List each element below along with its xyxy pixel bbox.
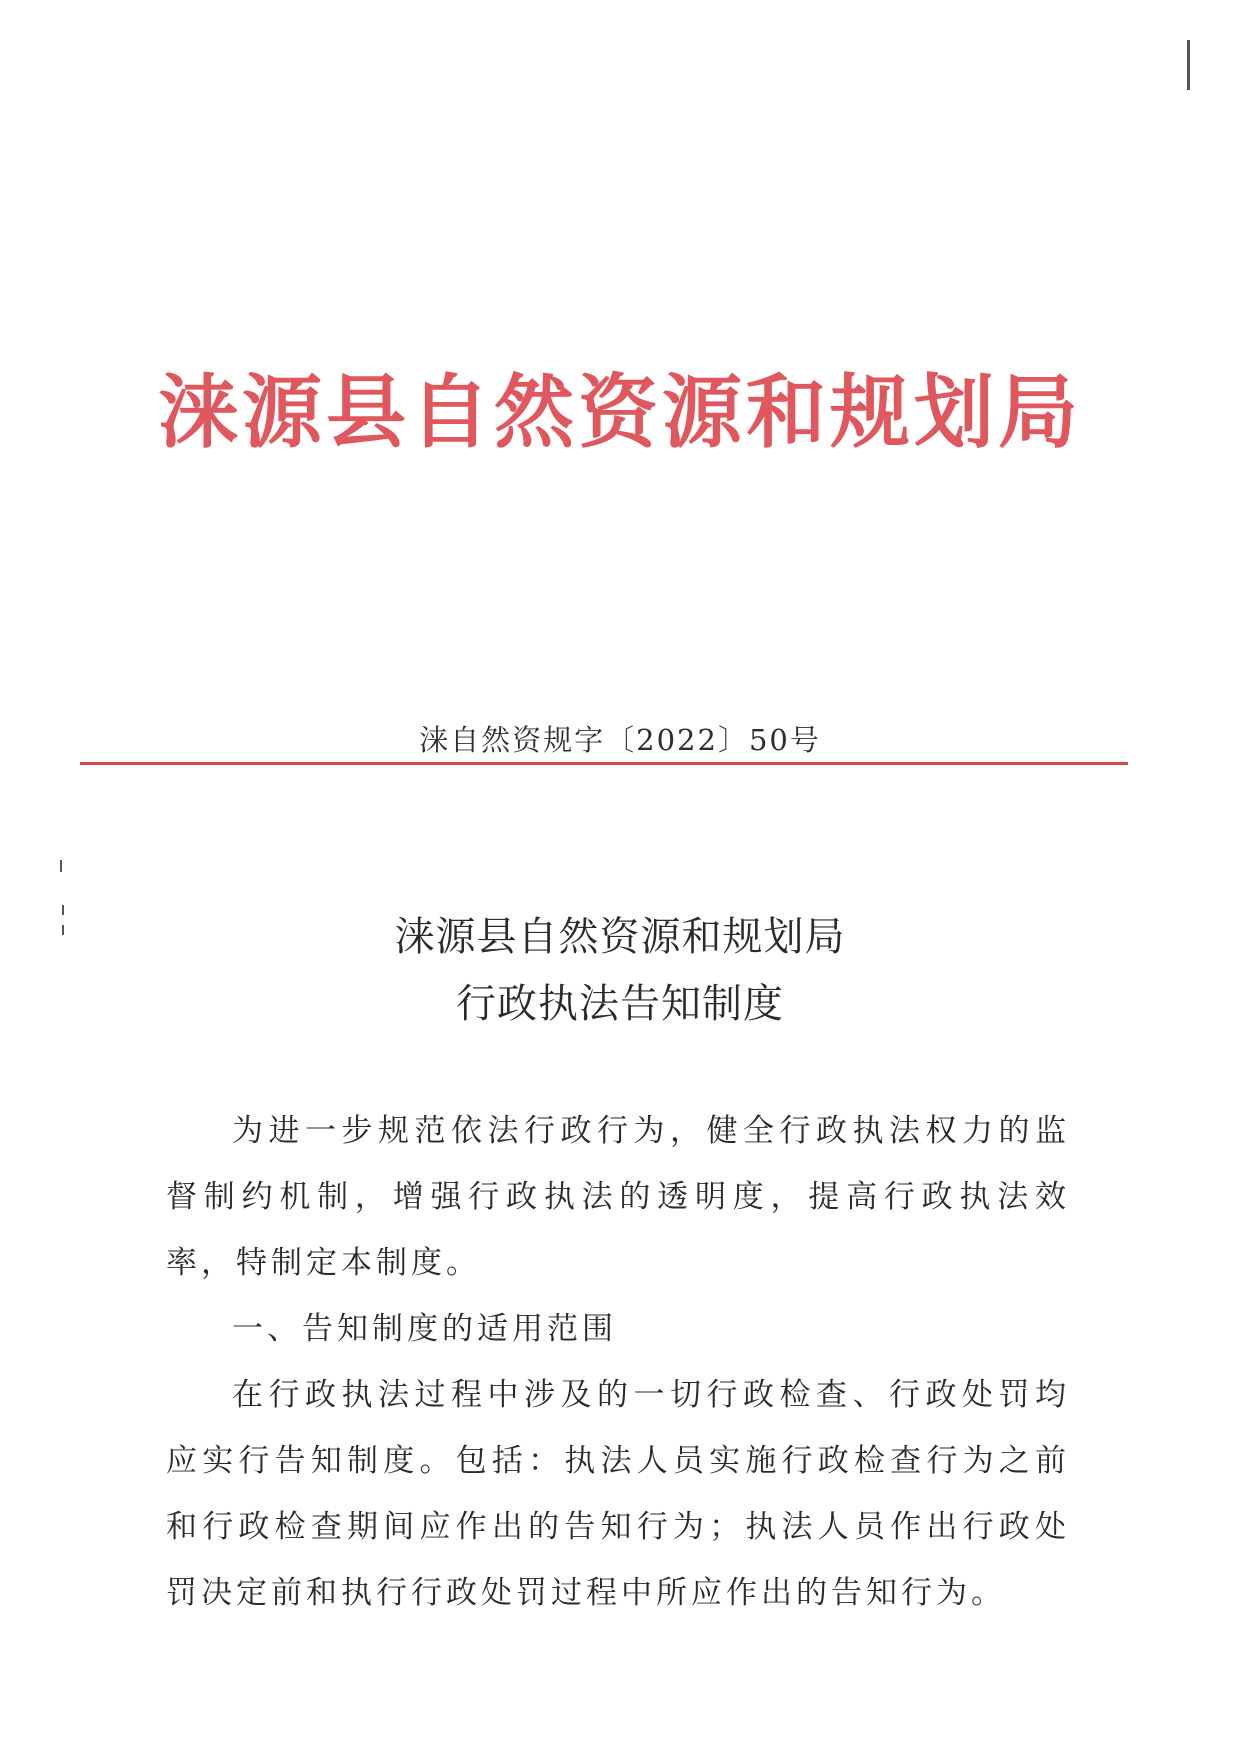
scan-artifact-mark <box>1187 40 1190 90</box>
document-title-line2: 行政执法告知制度 <box>456 981 784 1027</box>
document-title-line1: 涞源县自然资源和规划局 <box>394 914 846 960</box>
document-number: 涞自然资规字〔2022〕50号 <box>419 723 821 757</box>
red-header-org-name: 涞源县自然资源和规划局 <box>158 365 1082 459</box>
body-paragraph-intro: 为进一步规范依法行政行为，健全行政执法权力的监督制约机制，增强行政执法的透明度，提高行政执法效率，特制定本制度。 <box>166 1113 1070 1281</box>
scan-artifact-mark <box>60 860 62 872</box>
red-divider-line <box>80 762 1128 765</box>
body-paragraph-scope: 在行政执法过程中涉及的一切行政检查、行政处罚均应实行告知制度。包括：执法人员实施行政检查行为之前和行政检查期间应作出的告知行为；执法人员作出行政处罚决定前和执行行政处罚过程中所应作出的告知行为。 <box>166 1377 1070 1611</box>
document-body <box>166 1098 1070 1626</box>
section-heading-1: 一、告知制度的适用范围 <box>232 1311 617 1347</box>
